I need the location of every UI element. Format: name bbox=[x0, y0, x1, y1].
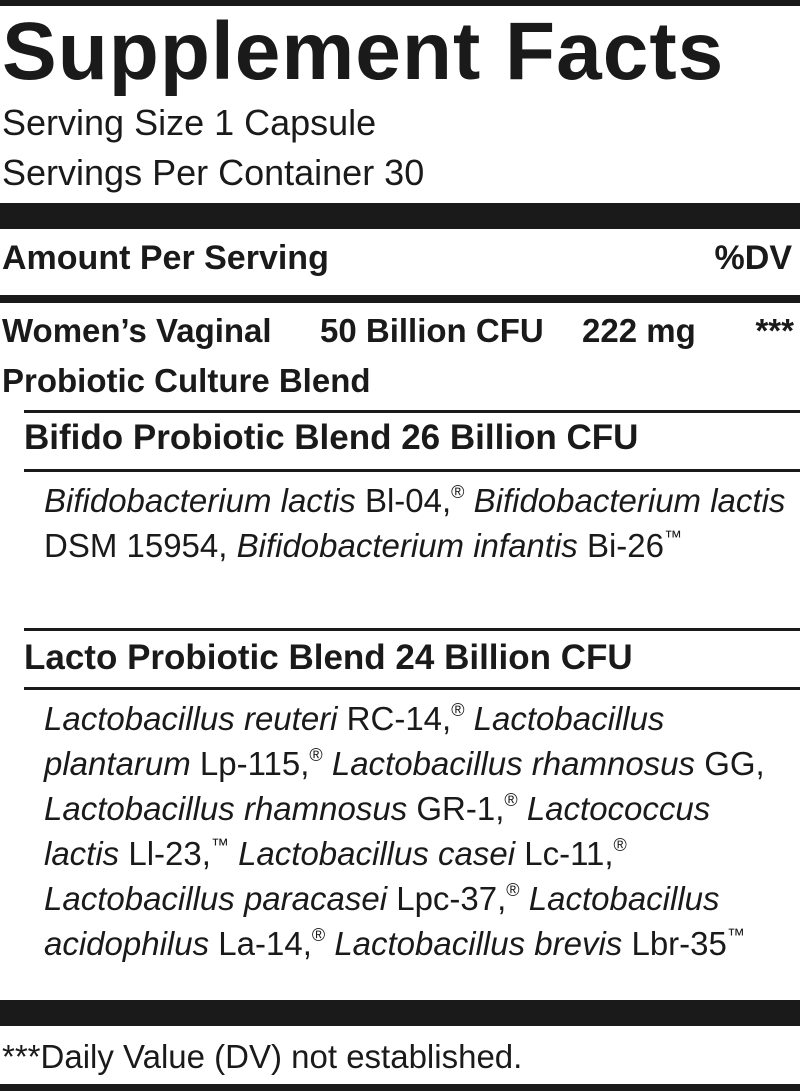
main-blend-mg: 222 mg bbox=[582, 312, 696, 349]
main-blend-dv: *** bbox=[755, 312, 794, 349]
strain-item: Lactobacillus reuteri RC-14,® bbox=[44, 700, 465, 737]
dv-header: %DV bbox=[714, 239, 792, 277]
serving-size: Serving Size 1 Capsule bbox=[2, 102, 377, 143]
strain-item: Lactobacillus paracasei Lpc-37,® bbox=[44, 880, 520, 917]
strain-item: Lactobacillus brevis Lbr-35™ bbox=[334, 925, 745, 962]
strain-item: Lactobacillus plantarum Lp-115,® bbox=[44, 700, 665, 782]
thick-rule-bottom bbox=[0, 1000, 800, 1026]
amount-per-serving-header: Amount Per Serving bbox=[2, 239, 329, 277]
strain-item: Bifidobacterium lactis DSM 15954, bbox=[44, 482, 786, 564]
bifido-strain-list bbox=[44, 478, 794, 568]
lacto-strain-list bbox=[44, 696, 794, 966]
footnote: ***Daily Value (DV) not established. bbox=[2, 1038, 523, 1075]
bottom-rule bbox=[0, 1084, 800, 1091]
strain-item: Bifidobacterium lactis Bl-04,® bbox=[44, 482, 465, 519]
strain-item: Lactobacillus rhamnosus GG, bbox=[331, 745, 765, 782]
main-blend-name-line1: Women’s Vaginal bbox=[2, 312, 272, 349]
lacto-title-rule bbox=[24, 687, 800, 690]
strain-item: Lactococcus lactis Ll-23,™ bbox=[44, 790, 711, 872]
label-title: Supplement Facts bbox=[2, 6, 725, 97]
strain-item: Lactobacillus rhamnosus GR-1,® bbox=[44, 790, 518, 827]
lacto-rule bbox=[24, 628, 800, 631]
strain-item: Lactobacillus acidophilus La-14,® bbox=[44, 880, 720, 962]
strain-item: Lactobacillus casei Lc-11,® bbox=[238, 835, 627, 872]
strain-item: Bifidobacterium infantis Bi-26™ bbox=[236, 527, 682, 564]
main-blend-name-line2: Probiotic Culture Blend bbox=[2, 362, 371, 399]
servings-per-container: Servings Per Container 30 bbox=[2, 152, 425, 193]
bifido-title-rule bbox=[24, 469, 800, 472]
thick-rule-top bbox=[0, 203, 800, 229]
main-blend-cfu: 50 Billion CFU bbox=[320, 312, 544, 349]
bifido-blend-title: Bifido Probiotic Blend 26 Billion CFU bbox=[24, 418, 639, 457]
header-rule bbox=[0, 295, 800, 303]
lacto-blend-title: Lacto Probiotic Blend 24 Billion CFU bbox=[24, 638, 633, 677]
bifido-rule bbox=[24, 410, 800, 413]
